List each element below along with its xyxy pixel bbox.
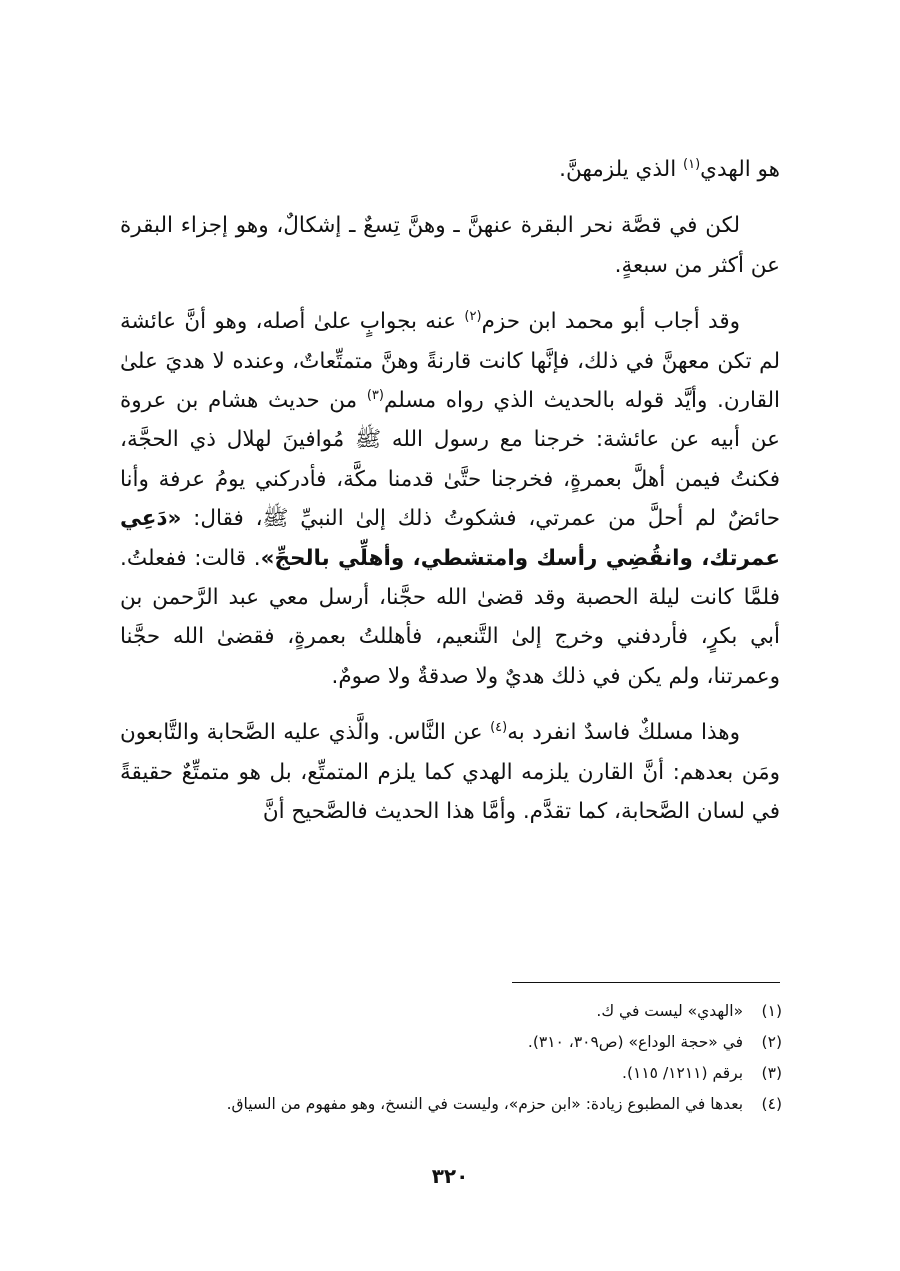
paragraph-1 (120, 150, 780, 189)
footnote-2 (120, 1027, 782, 1058)
footnote-number: (٣) (761, 1064, 782, 1082)
footnote-text: في «حجة الوداع» (ص٣٠٩، ٣١٠). (527, 1033, 744, 1051)
footnote-ref-3: (٣) (366, 388, 384, 404)
footnote-number: (٤) (761, 1095, 782, 1113)
footnote-text: بعدها في المطبوع زيادة: «ابن حزم»، وليست في النسخ، وهو مفهوم من السياق. (226, 1095, 744, 1113)
footnote-text: «الهدي» ليست في ك. (596, 1002, 744, 1020)
main-text (120, 150, 780, 849)
paragraph-2 (120, 206, 780, 285)
paragraph-1-text-a: هو الهدي (700, 157, 780, 182)
paragraph-2-text: لكن في قصَّة نحر البقرة عنهنَّ ـ وهنَّ تِسعٌ ـ إشكالٌ، وهو إجزاء البقرة عن أكثر من سبعةٍ. (120, 213, 780, 278)
paragraph-4 (120, 713, 780, 831)
paragraph-3-text-d: . قالت: ففعلتُ. فلمَّا كانت ليلة الحصبة وقد قضىٰ الله حجَّنا، أرسل معي عبد الرَّحمن بن أبي بكرٍ، فأردفني وخرج إلىٰ التَّنعيم، فأهللتُ بعمرةٍ، فقضىٰ الله حجَّنا وعمرتنا، ولم يكن في ذلك هديٌ ولا صدقةٌ ولا صومٌ. (120, 545, 780, 689)
footnote-ref-1: (١) (683, 157, 701, 172)
footnote-ref-2: (٢) (464, 309, 482, 325)
page-number: ٣٢٠ (431, 1164, 469, 1188)
hadith-quote: «دَعِي عمرتك، وانقُضِي رأسك وامتشطي، وأهلِّي بالحجِّ» (120, 506, 780, 571)
footnote-text: برقم (١٢١١/ ١١٥). (622, 1064, 744, 1082)
paragraph-3-text-c: من حديث هشام بن عروة عن أبيه عن عائشة: خرجنا مع رسول الله ﷺ مُوافينَ لهلال ذي الحجَّة، فكنتُ فيمن أهلَّ بعمرةٍ، فخرجنا حتَّىٰ قدمنا مكَّة، فأدركني يومُ عرفة وأنا حائضٌ لم أحلَّ من عمرتي، فشكوتُ ذلك إلىٰ النبيِّ ﷺ، فقال: (120, 388, 780, 532)
footnotes (120, 996, 782, 1120)
footnote-separator (512, 982, 780, 983)
paragraph-4-text-b: عن النَّاس. والَّذي عليه الصَّحابة والتَّابعون ومَن بعدهم: أنَّ القارن يلزمه الهدي كما يلزم المتمتِّع، بل هو متمتِّعٌ حقيقةً في لسان الصَّحابة، كما تقدَّم. وأمَّا هذا الحديث فالصَّحيح أنَّ (120, 720, 780, 825)
footnote-number: (١) (761, 1002, 782, 1020)
footnote-4 (120, 1089, 782, 1120)
footnote-ref-4: (٤) (490, 720, 508, 736)
paragraph-1-text-b: الذي يلزمهنَّ. (559, 157, 684, 182)
paragraph-4-text-a: وهذا مسلكٌ فاسدٌ انفرد به (507, 720, 740, 746)
paragraph-3 (120, 302, 780, 696)
footnote-1 (120, 996, 782, 1027)
paragraph-3-text-b: عنه بجوابٍ علىٰ أصله، وهو أنَّ عائشة لم تكن معهنَّ في ذلك، فإنَّها كانت قارنةً وهنَّ متمتِّعاتٌ، وعنده لا هديَ علىٰ القارن. وأيَّد قوله بالحديث الذي رواه مسلم (120, 309, 780, 414)
footnote-number: (٢) (761, 1033, 782, 1051)
footnote-3 (120, 1058, 782, 1089)
paragraph-3-text-a: وقد أجاب أبو محمد ابن حزم (481, 309, 740, 335)
